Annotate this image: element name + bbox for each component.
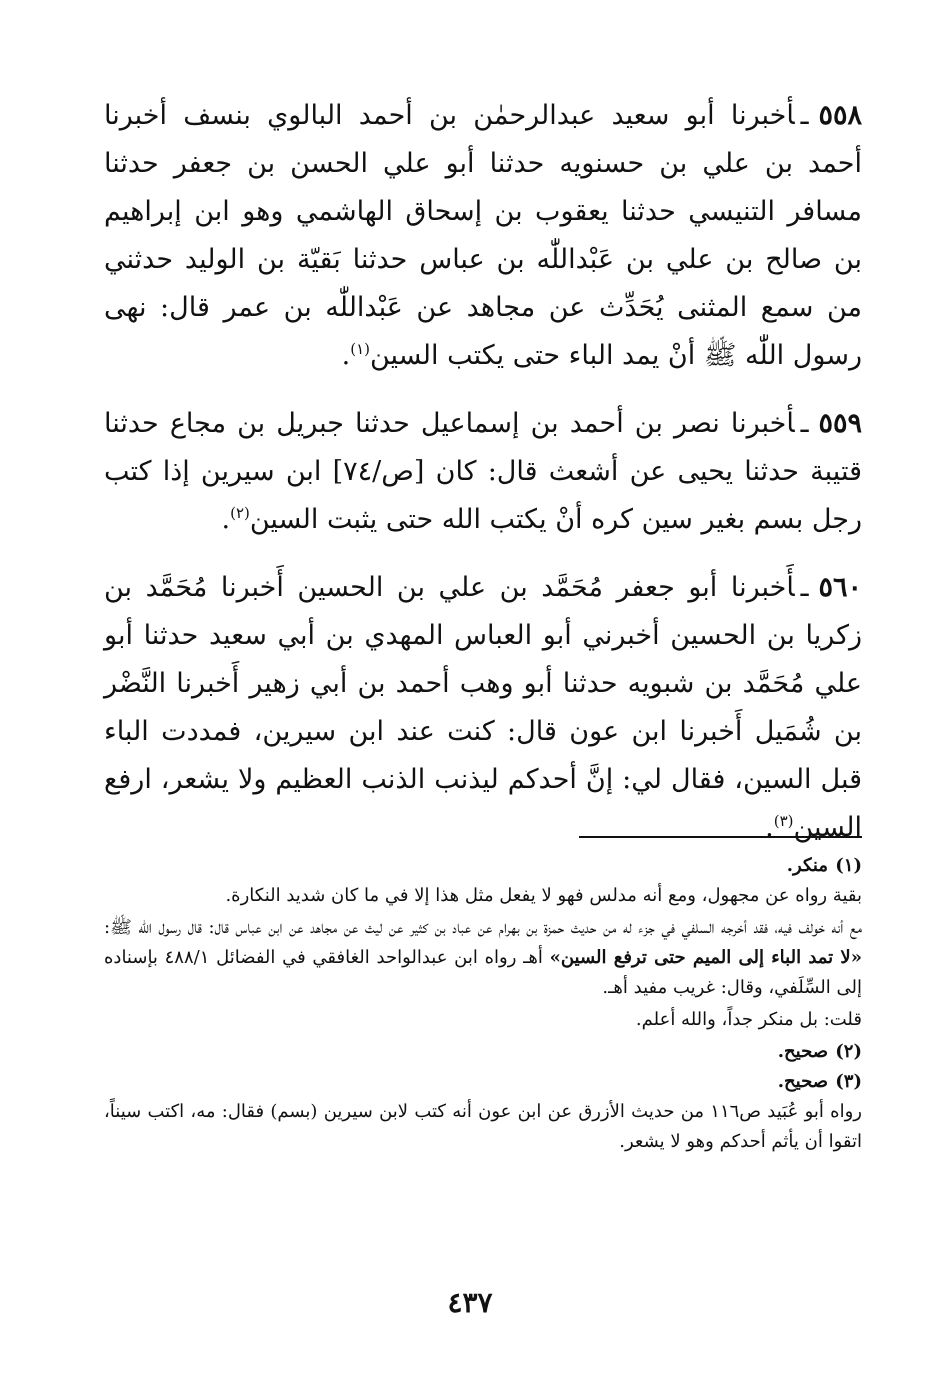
footnote-1-heading <box>104 851 862 881</box>
footnote-grade: صحيح. <box>777 1041 828 1062</box>
dash: ـ <box>800 408 809 439</box>
hadith-560: ٥٦٠ـأَخبرنا أبو جعفر مُحَمَّد بن علي بن الحسين أَخبرنا مُحَمَّد بن زكريا بن الحسين أخبرني أبو العباس المهدي بن أبي سعيد حدثنا أبو علي مُحَمَّد بن شبويه حدثنا أبو وهب أحمد بن أبي زهير أَخبرنا النَّضْر بن شُمَيل أَخبرنا ابن عون قال: كنت عند ابن سيرين، فمددت الباء قبل السين، فقال لي: إنَّ أحدكم ليذنب الذنب العظيم ولا يشعر، ارفع السين$^{(٣)}$. <box>104 572 862 843</box>
footnote-grade: صحيح. <box>777 1071 828 1092</box>
main-text <box>104 92 862 872</box>
hadith-text: أخبرنا أبو سعيد عبدالرحمٰن بن أحمد البالوي بنسف أخبرنا أحمد بن علي بن حسنويه حدثنا أبو علي الحسن بن جعفر حدثنا مسافر التنيسي حدثنا يعقوب بن إسحاق الهاشمي وهو ابن إبراهيم بن صالح بن علي بن عَبْداللّٰه بن عباس حدثنا بَقيّة بن الوليد حدثني من سمع المثنى يُحَدِّث عن مجاهد عن عَبْداللّٰه بن عمر قال: نهى رسول اللّٰه ﷺ أنْ يمد الباء حتى يكتب السين <box>104 100 862 371</box>
footnote-3-line-1: رواه أبو عُبَيد ص١١٦ من حديث الأزرق عن ابن عون أنه كتب لابن سيرين (بسم) فقال: مه، اكتب سيناً، اتقوا أن يأثم أحدكم وهو لا يشعر. <box>104 1101 862 1152</box>
footnote-grade: منكر. <box>786 855 828 876</box>
dash: ـ <box>800 100 809 131</box>
footnote-ref: (٣) <box>773 812 794 830</box>
hadith-number: ٥٥٩ <box>818 408 862 439</box>
hadith-quote: «لا تمد الباء إلى الميم حتى ترفع السين» <box>549 947 862 968</box>
footnote-separator <box>579 836 862 838</box>
hadith-number: ٥٦٠ <box>818 572 862 603</box>
footnote-3-heading <box>104 1067 862 1097</box>
footnote-text: أهـ رواه ابن عبدالواحد الغافقي في الفضائل ٤٨٨/١ بإسناده إلى السِّلَفي، وقال: غريب مفيد أهـ. <box>104 947 862 998</box>
footnotes <box>104 851 862 1159</box>
footnote-1-line-1: بقية رواه عن مجهول، ومع أنه مدلس فهو لا يفعل مثل هذا إلا في ما كان شديد النكارة. <box>225 885 862 906</box>
hadith-558: ٥٥٨ـأخبرنا أبو سعيد عبدالرحمٰن بن أحمد البالوي بنسف أخبرنا أحمد بن علي بن حسنويه حدثنا أبو علي الحسن بن جعفر حدثنا مسافر التنيسي حدثنا يعقوب بن إسحاق الهاشمي وهو ابن إبراهيم بن صالح بن علي بن عَبْداللّٰه بن عباس حدثنا بَقيّة بن الوليد حدثني من سمع المثنى يُحَدِّث عن مجاهد عن عَبْداللّٰه بن عمر قال: نهى رسول اللّٰه ﷺ أنْ يمد الباء حتى يكتب السين$^{(١)}$. <box>104 100 862 371</box>
hadith-text: أخبرنا نصر بن أحمد بن إسماعيل حدثنا جبريل بن مجاع حدثنا قتيبة حدثنا يحيى عن أشعث قال: كان [ص/٧٤] ابن سيرين إذا كتب رجل بسم بغير سين كره أنْ يكتب الله حتى يثبت السين <box>104 408 862 535</box>
footnote-1-line-3: قلت: بل منكر جداً، والله أعلم. <box>635 1009 862 1030</box>
hadith-559: ٥٥٩ـأخبرنا نصر بن أحمد بن إسماعيل حدثنا جبريل بن مجاع حدثنا قتيبة حدثنا يحيى عن أشعث قال: كان [ص/٧٤] ابن سيرين إذا كتب رجل بسم بغير سين كره أنْ يكتب الله حتى يثبت السين$^{(٢)}$. <box>104 408 862 535</box>
footnote-number: (١) <box>835 855 862 876</box>
footnote-number: (٣) <box>835 1071 862 1092</box>
footnote-text: مع أنه خولف فيه، فقد أخرجه السلفي في جزء له من حديث حمزة بن بهرام عن عباد بن كثير عن ليث عن مجاهد عن ابن عباس قال: قال رسول اللّٰه ﷺ: <box>104 917 862 938</box>
footnote-2-heading <box>104 1037 862 1067</box>
footnote-1-line-2 <box>104 913 862 1003</box>
hadith-text: أَخبرنا أبو جعفر مُحَمَّد بن علي بن الحسين أَخبرنا مُحَمَّد بن زكريا بن الحسين أخبرني أبو العباس المهدي بن أبي سعيد حدثنا أبو علي مُحَمَّد بن شبويه حدثنا أبو وهب أحمد بن أبي زهير أَخبرنا النَّضْر بن شُمَيل أَخبرنا ابن عون قال: كنت عند ابن سيرين، فمددت الباء قبل السين، فقال لي: إنَّ أحدكم ليذنب الذنب العظيم ولا يشعر، ارفع السين <box>104 572 862 843</box>
footnote-ref: (٢) <box>230 504 250 522</box>
page-number: ٤٣٧ <box>447 1286 493 1319</box>
hadith-number: ٥٥٨ <box>818 100 862 131</box>
footnote-number: (٢) <box>835 1041 862 1062</box>
dash: ـ <box>800 572 809 603</box>
footnote-ref: (١) <box>350 340 370 358</box>
